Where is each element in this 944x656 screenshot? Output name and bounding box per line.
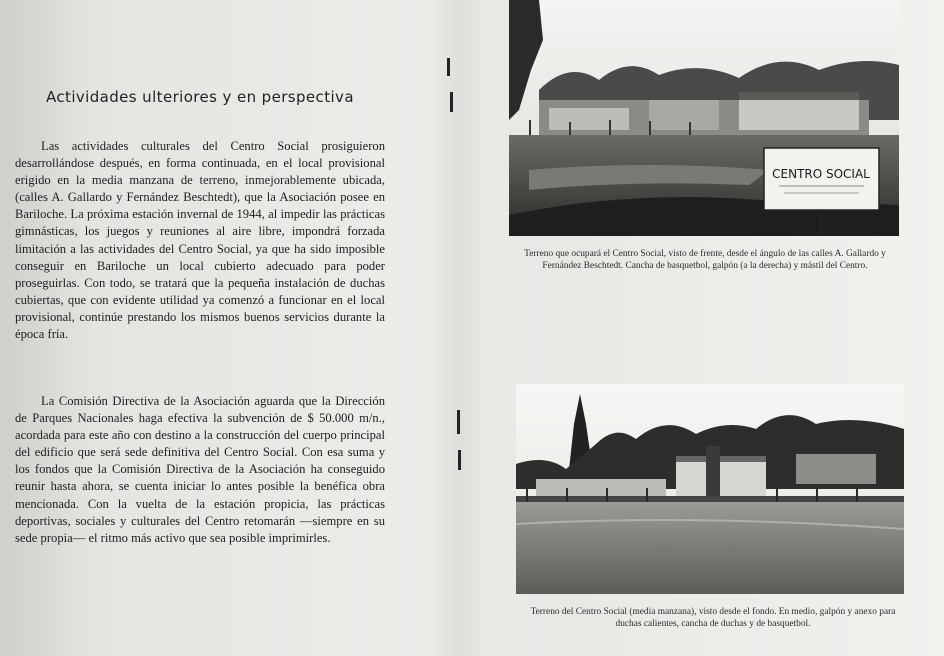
- scan-mark: [450, 92, 453, 112]
- section-heading: Actividades ulteriores y en perspectiva: [46, 88, 354, 106]
- photo-2-caption: Terreno del Centro Social (media manzana), visto desde el fondo. En medio, galpón y anexo para duchas calientes, cancha de duchas y de basquetbol.: [530, 607, 896, 629]
- page-gutter: [430, 0, 490, 656]
- paragraph-1: Las actividades culturales del Centro Social prosiguieron desarrollándose después, en forma continuada, en el local provisional erigido en la media manzana de terreno, inmejorablemente ubicada, (calles A. Gallardo y Fernández Beschtedt), que la Asociación posee en Bariloche. La próxima estación invernal de 1944, al impedir las prácticas gimnásticas, los juegos y reuniones al aire libre, impondrá forzada limitación a las actividades del Centro Social, ya que ha sido imposible conseguir en Bariloche un local cubierto adecuado para poder proseguirlas. Con todo, se tratará que la pequeña instalación de duchas cubiertas, que con evidente utilidad ya comenzó a funcionar en el local provisional, continúe prestando los mismos buenos servicios durante la época fría.: [15, 139, 385, 342]
- scan-mark: [447, 58, 450, 76]
- paragraph-2: La Comisión Directiva de la Asociación aguarda que la Dirección de Parques Nacionales haga efectiva la subvención de $ 50.000 m/n., acordada para este año con destino a la construcción del cuerpo principal del edificio que será sede definitiva del Centro Social. Con esa suma y los fondos que la Comisión Directiva de la Asociación ha conseguido reunir hasta ahora, se cuenta iniciar lo antes posible la benéfica obra mencionada. Con la vuelta de la estación propicia, las prácticas deportivas, sociales y culturales del Centro retomarán —siempre en su sede propia— el ritmo más activo que sea posible imprimirles.: [15, 394, 385, 545]
- sign-text: CENTRO SOCIAL: [772, 167, 870, 181]
- photo-centro-social-back: [516, 384, 904, 594]
- photo-1-caption: Terreno que ocupará el Centro Social, visto de frente, desde el ángulo de las calles A. Gallardo y Fernández Beschtedt. Cancha de basquetbol, galpón (a la derecha) y mástil del Centro.: [524, 249, 886, 271]
- photo-1-illustration: [509, 0, 899, 236]
- scan-mark: [458, 450, 461, 470]
- photo-centro-social-front: [509, 0, 899, 236]
- scan-mark: [457, 410, 460, 434]
- photo-2-illustration: [516, 384, 904, 594]
